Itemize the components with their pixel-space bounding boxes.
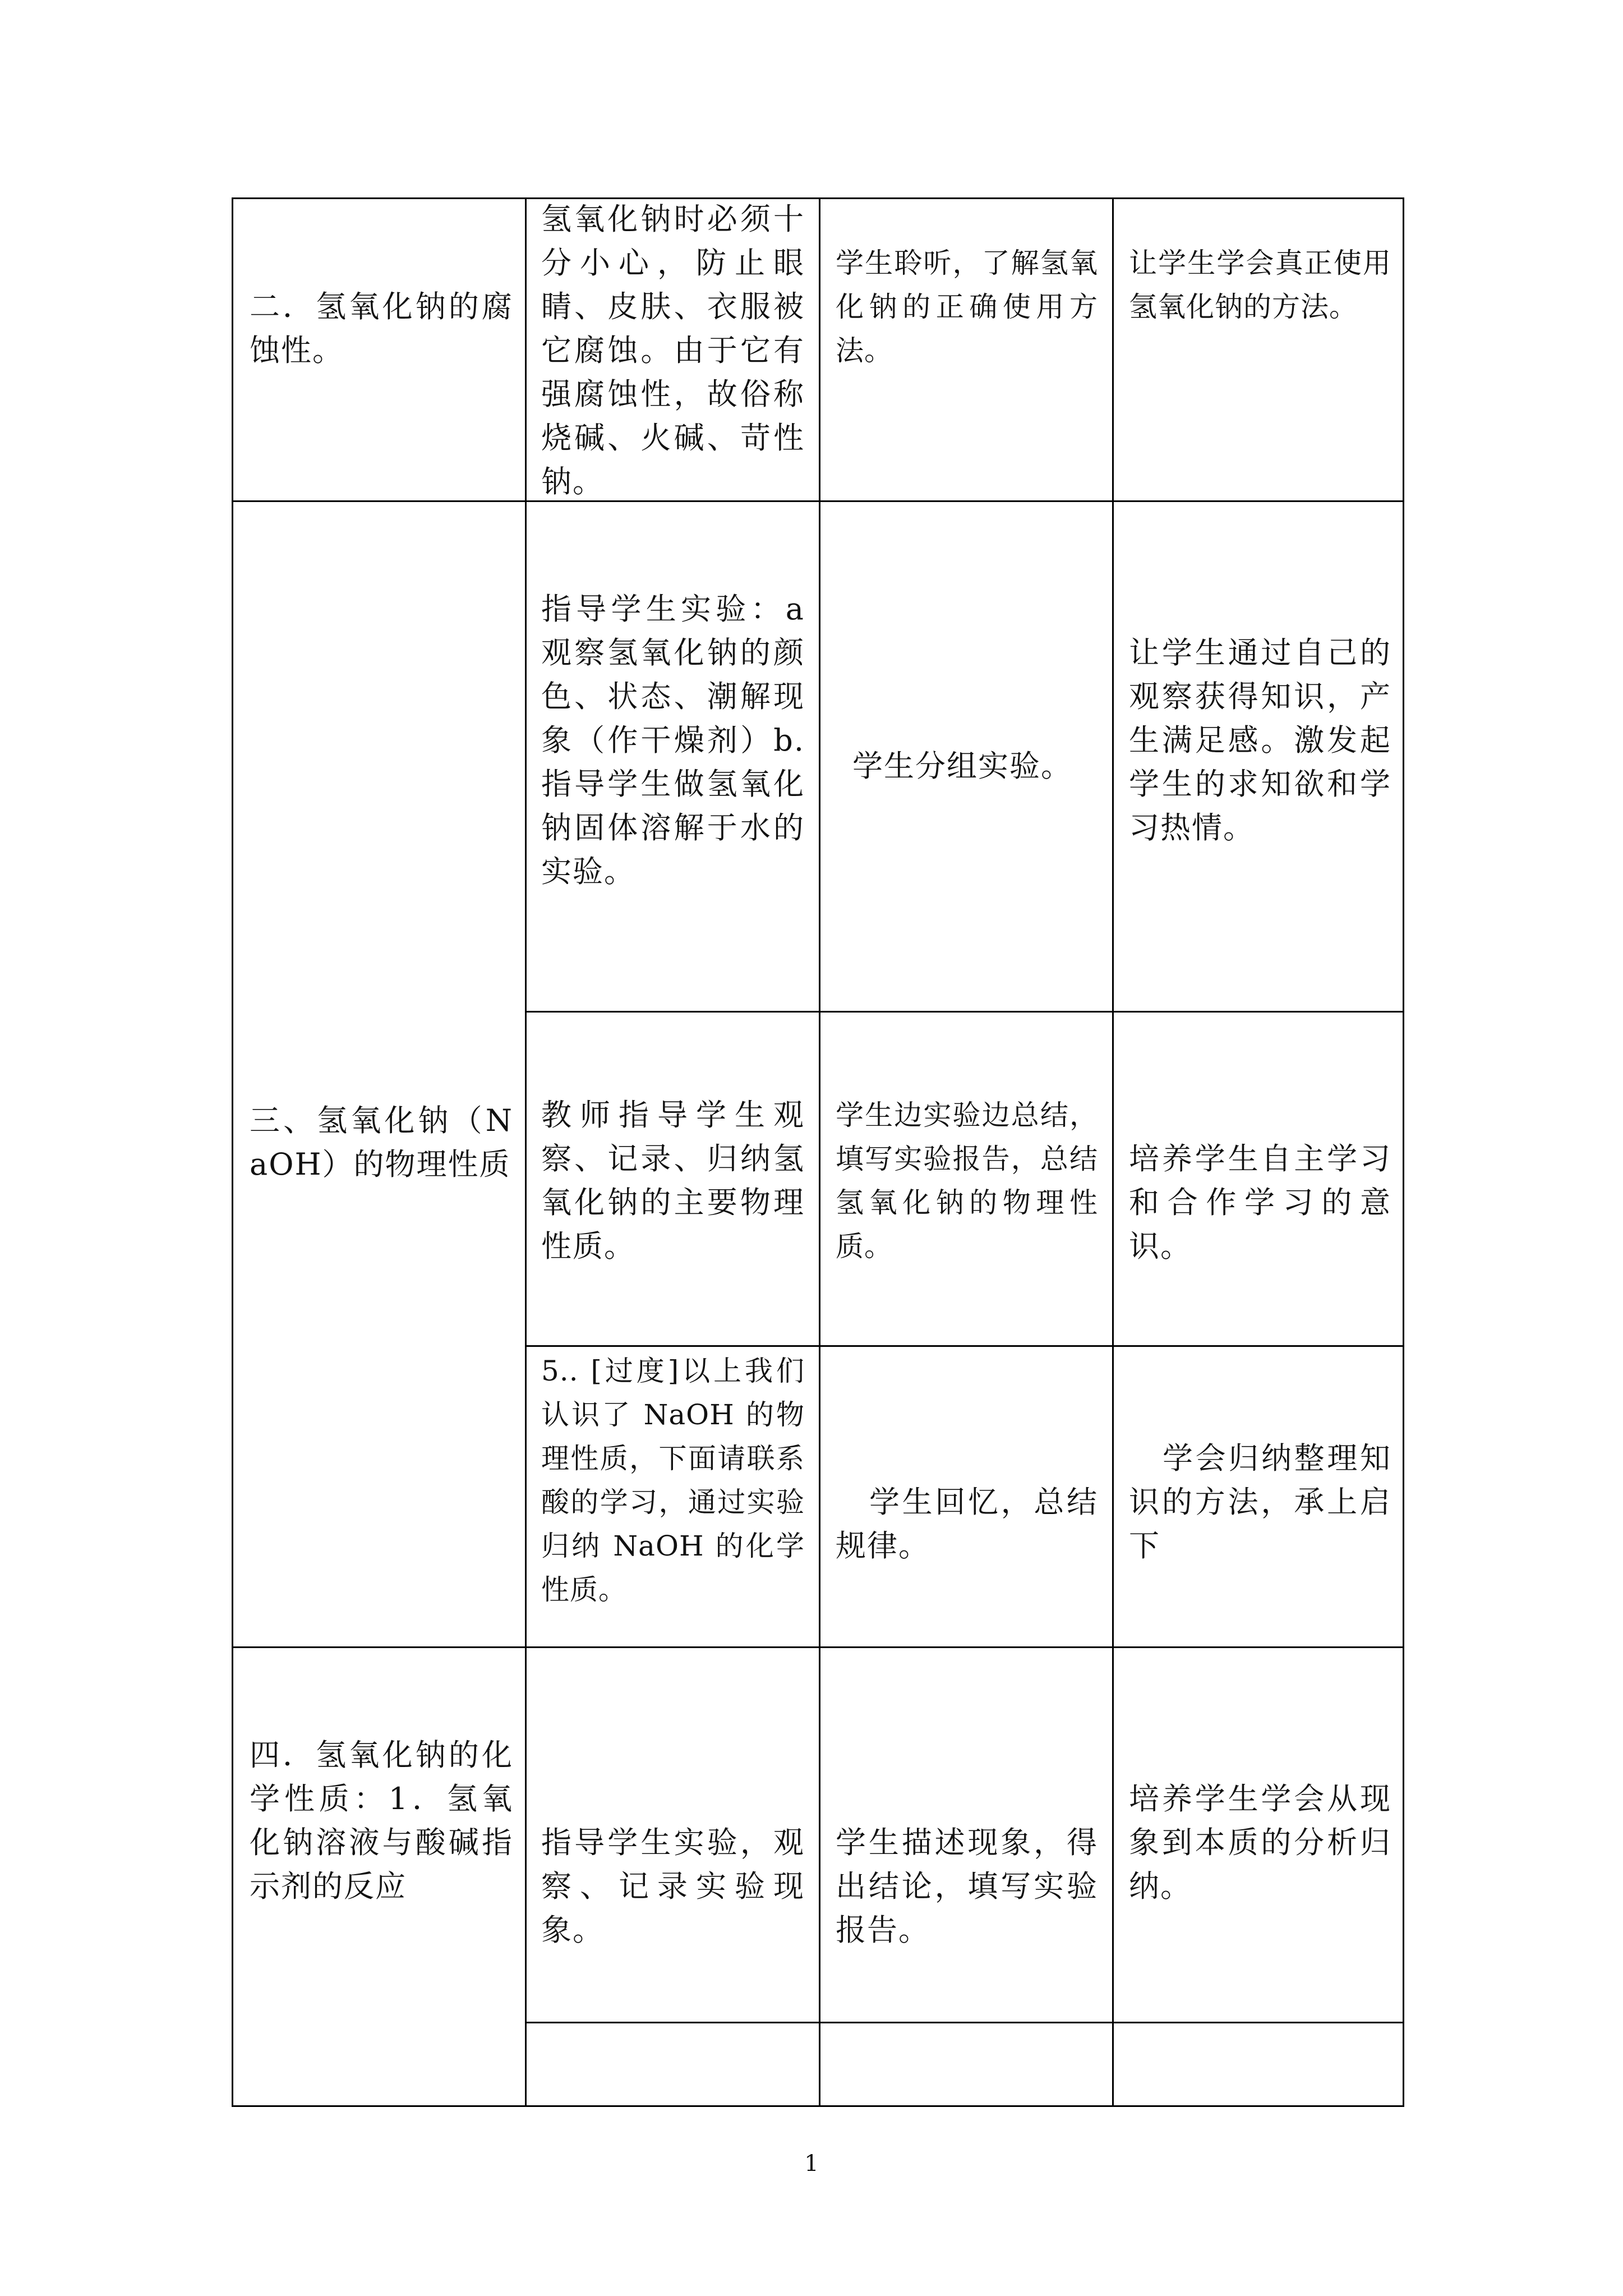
chemical-student-cell: 学生描述现象，得出结论，填写实验报告。 — [836, 1825, 1098, 1948]
corrosive-student-cell: 学生聆听，了解氢氧化钠的正确使用方法。 — [836, 247, 1098, 367]
physical-sub3-purpose-cell: 学会归纳整理知识的方法，承上启下 — [1129, 1441, 1391, 1563]
row-divider-4 — [232, 1646, 1404, 1648]
corrosive-purpose-cell: 让学生学会真正使用氢氧化钠的方法。 — [1129, 247, 1391, 323]
chemical-purpose-cell: 培养学生学会从现象到本质的分析归纳。 — [1129, 1781, 1391, 1904]
corrosive-teacher-cell: 氢氧化钠时必须十分小心，防止眼睛、皮肤、衣服被它腐蚀。由于它有强腐蚀性，故俗称烧碱、火碱、苛性钠。 — [541, 201, 805, 499]
chemical-topic-cell: 四．氢氧化钠的化学性质：1．氢氧化钠溶液与酸碱指示剂的反应 — [250, 1737, 513, 1904]
corrosive-topic-cell: 二．氢氧化钠的腐蚀性。 — [250, 289, 513, 368]
physical-sub2-purpose-cell: 培养学生自主学习和合作学习的意识。 — [1129, 1141, 1391, 1264]
page-number: 1 — [804, 2151, 819, 2177]
row-divider-3 — [525, 1345, 1404, 1347]
column-divider-3 — [1112, 197, 1114, 2107]
physical-topic-cell: 三、氢氧化钠（NaOH）的物理性质 — [250, 1103, 513, 1182]
column-divider-1 — [525, 197, 527, 2107]
physical-sub1-student-cell: 学生分组实验。 — [852, 748, 1072, 784]
row-divider-2 — [525, 1011, 1404, 1013]
physical-sub2-student-cell: 学生边实验边总结，填写实验报告，总结氢氧化钠的物理性质。 — [836, 1099, 1098, 1263]
row-divider-5 — [525, 2022, 1404, 2023]
physical-sub1-teacher-cell: 指导学生实验：a观察氢氧化钠的颜色、状态、潮解现象（作干燥剂）b.指导学生做氢氧化钠固体溶解于水的实验。 — [541, 591, 805, 889]
physical-sub3-student-cell: 学生回忆，总结规律。 — [836, 1484, 1098, 1563]
physical-sub3-teacher-cell: 5.. [过度]以上我们认识了 NaOH 的物理性质，下面请联系酸的学习，通过实验归纳 NaOH 的化学性质。 — [541, 1355, 805, 1606]
physical-sub2-teacher-cell: 教师指导学生观察、记录、归纳氢氧化钠的主要物理性质。 — [541, 1097, 805, 1264]
chemical-teacher-cell: 指导学生实验，观察、记录实验现象。 — [541, 1825, 805, 1948]
column-divider-2 — [819, 197, 820, 2107]
physical-sub1-purpose-cell: 让学生通过自己的观察获得知识，产生满足感。激发起学生的求知欲和学习热情。 — [1129, 635, 1391, 845]
row-divider-1 — [232, 500, 1404, 502]
